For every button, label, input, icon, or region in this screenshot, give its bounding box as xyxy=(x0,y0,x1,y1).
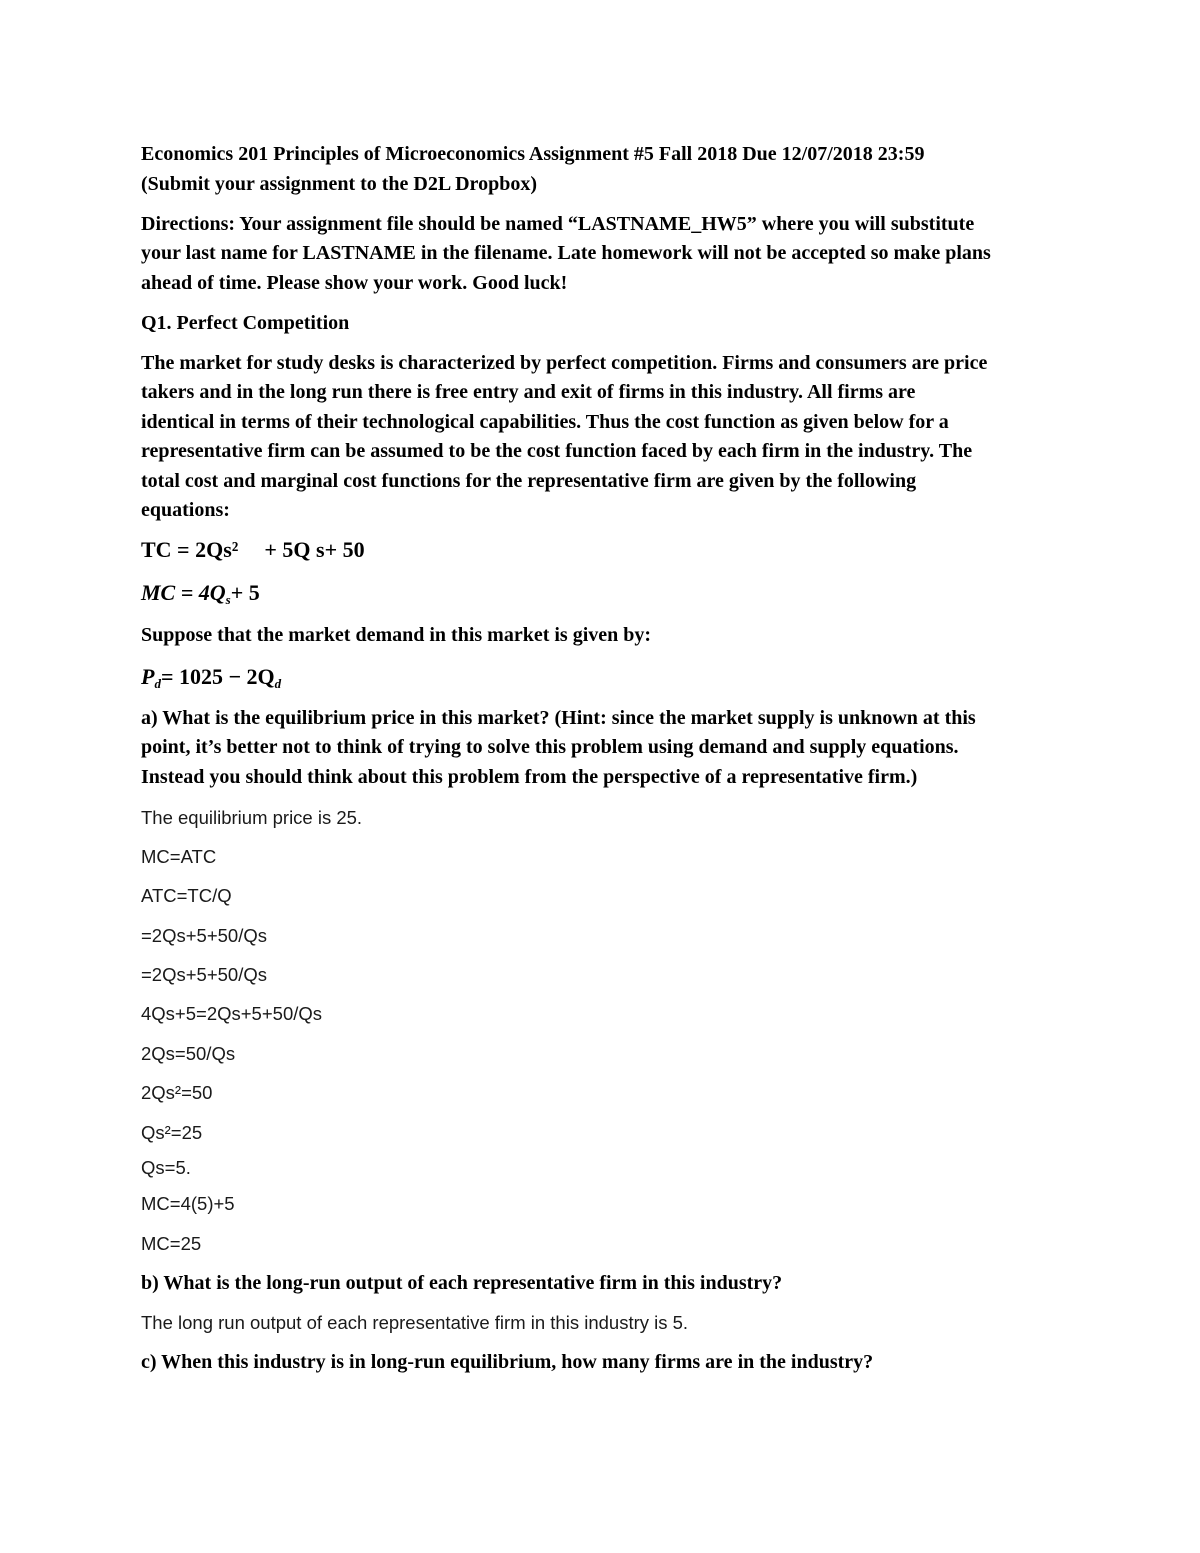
marginal-cost-equation xyxy=(141,580,260,609)
assignment-title: Economics 201 Principles of Microeconomics Assignment #5 Fall 2018 Due 12/07/2018 23:59 xyxy=(141,143,925,165)
pd-subscript-1: d xyxy=(154,676,161,691)
answer-a-line-7: 2Qs=50/Qs xyxy=(141,1043,236,1064)
demand-equation xyxy=(141,664,281,693)
question-b: b) What is the long-run output of each representative firm in this industry? xyxy=(141,1272,783,1294)
tc-lhs: TC = 2Qs² xyxy=(141,537,239,562)
q1-body-line-5: total cost and marginal cost functions for the representative firm are given by the following xyxy=(141,470,917,492)
answer-a-line-4: =2Qs+5+50/Qs xyxy=(141,925,267,946)
question-a-line-1: a) What is the equilibrium price in this market? (Hint: since the market supply is unknown at this xyxy=(141,707,976,729)
answer-a-line-8: 2Qs²=50 xyxy=(141,1082,213,1103)
answer-a-line-2: MC=ATC xyxy=(141,846,217,867)
answer-a-line-1: The equilibrium price is 25. xyxy=(141,807,363,828)
q1-body-line-2: takers and in the long run there is free entry and exit of firms in this industry. All firms are xyxy=(141,381,916,403)
q1-body-line-1: The market for study desks is characterized by perfect competition. Firms and consumers are price xyxy=(141,352,988,374)
directions-line-3: ahead of time. Please show your work. Good luck! xyxy=(141,272,568,294)
submission-note: (Submit your assignment to the D2L Dropbox) xyxy=(141,173,537,195)
mc-main: MC = 4Q xyxy=(141,580,226,605)
pd-p: P xyxy=(141,664,155,689)
directions-line-1: Directions: Your assignment file should be named “LASTNAME_HW5” where you will substitute xyxy=(141,213,975,235)
question-a-line-2: point, it’s better not to think of trying to solve this problem using demand and supply equations. xyxy=(141,736,959,758)
q1-body-line-6: equations: xyxy=(141,499,230,521)
answer-a-line-3: ATC=TC/Q xyxy=(141,885,232,906)
q1-title: Q1. Perfect Competition xyxy=(141,312,350,334)
question-a-line-3: Instead you should think about this problem from the perspective of a representative firm.) xyxy=(141,766,918,788)
q1-body-line-3: identical in terms of their technological capabilities. Thus the cost function as given below for a xyxy=(141,411,949,433)
answer-a-line-6: 4Qs+5=2Qs+5+50/Qs xyxy=(141,1003,323,1024)
total-cost-equation xyxy=(141,537,365,563)
demand-intro: Suppose that the market demand in this market is given by: xyxy=(141,624,652,646)
mc-tail: + 5 xyxy=(230,580,260,605)
q1-body-line-4: representative firm can be assumed to be the cost function faced by each firm in the industry. The xyxy=(141,440,973,462)
pd-mid: = 1025 − 2Q xyxy=(160,664,275,689)
answer-a-line-12: MC=25 xyxy=(141,1233,202,1254)
directions-line-2: your last name for LASTNAME in the filename. Late homework will not be accepted so make plans xyxy=(141,242,991,264)
mc-subscript: s xyxy=(225,592,231,607)
question-c: c) When this industry is in long-run equilibrium, how many firms are in the industry? xyxy=(141,1351,874,1373)
answer-a-line-11: MC=4(5)+5 xyxy=(141,1193,235,1214)
answer-b: The long run output of each representative firm in this industry is 5. xyxy=(141,1312,689,1333)
answer-a-line-9: Qs²=25 xyxy=(141,1122,203,1143)
pd-subscript-2: d xyxy=(274,676,282,691)
answer-a-line-10: Qs=5. xyxy=(141,1157,191,1178)
answer-a-line-5: =2Qs+5+50/Qs xyxy=(141,964,267,985)
tc-rhs: + 5Q s+ 50 xyxy=(264,537,365,562)
